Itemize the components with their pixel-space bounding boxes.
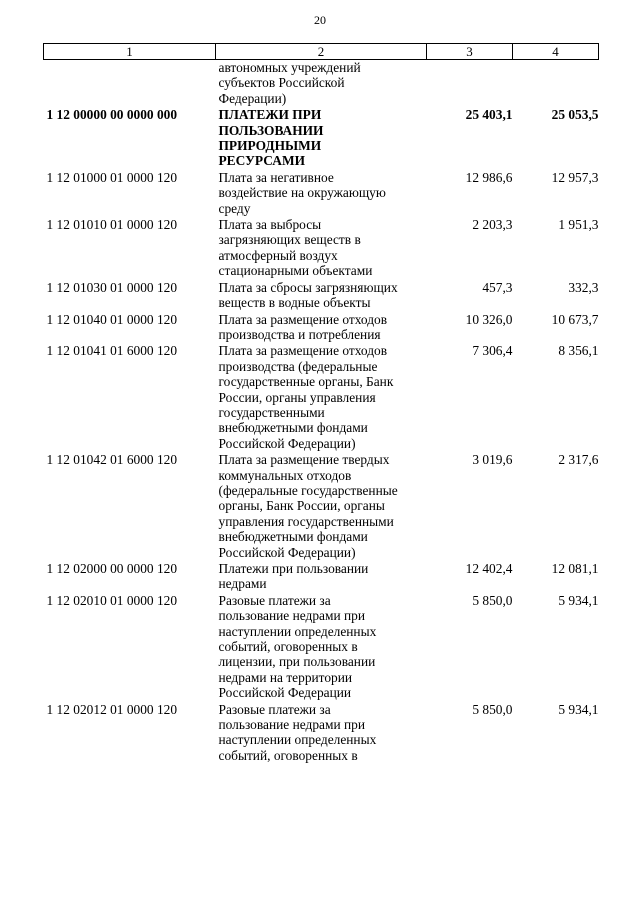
item-name-cell: Платежи при пользовании недрами: [218, 561, 369, 592]
item-name-cell: Плата за сбросы загрязняющих веществ в водные объекты: [218, 279, 398, 311]
budget-code-cell: 1 12 01041 01 6000 120: [46, 343, 178, 359]
value-col3-cell: 7 306,4: [472, 343, 513, 359]
table-row: [44, 312, 599, 344]
budget-code-cell: 1 12 02000 00 0000 120: [46, 561, 178, 576]
table-row: [44, 170, 599, 217]
budget-code-cell: [44, 60, 216, 108]
value-col4-cell: 12 957,3: [551, 169, 599, 185]
budget-code-cell: 1 12 01030 01 0000 120: [46, 279, 178, 295]
budget-code-cell: 1 12 01000 01 0000 120: [46, 169, 178, 185]
value-col4-cell: 5 934,1: [558, 592, 599, 608]
value-col3-cell: 457,3: [482, 279, 513, 295]
value-col3-cell: 5 850,0: [472, 701, 513, 717]
header-col-3: 3: [427, 44, 513, 60]
item-name-cell: Плата за выбросы загрязняющих веществ в атмосферный воздух стационарными объектами: [218, 217, 373, 279]
budget-table: [43, 43, 599, 764]
value-col3-cell: 12 986,6: [465, 169, 513, 185]
value-col3-cell: 5 850,0: [472, 592, 513, 608]
value-col4-cell: 332,3: [568, 279, 599, 295]
item-name-cell: ПЛАТЕЖИ ПРИ ПОЛЬЗОВАНИИ ПРИРОДНЫМИ РЕСУРСАМИ: [218, 107, 324, 169]
page-number: 20: [314, 13, 326, 27]
header-col-1: 1: [44, 44, 216, 60]
value-col4-cell: 10 673,7: [551, 311, 599, 327]
table-row: [44, 593, 599, 702]
header-row: [44, 44, 599, 60]
item-name-cell: Плата за негативное воздействие на окружающую среду: [218, 169, 386, 216]
value-col4-cell: [513, 60, 599, 108]
table-row: [44, 280, 599, 312]
table-row: [44, 702, 599, 765]
header-col-2: 2: [216, 44, 427, 60]
value-col3-cell: 3 019,6: [472, 452, 513, 468]
value-col4-cell: 2 317,6: [558, 452, 599, 468]
item-name-cell: Плата за размещение отходов производства и потребления: [218, 311, 388, 342]
item-name-cell: Плата за размещение твердых коммунальных отходов (федеральные государственные органы, Банк России, органы управления государственными внебюджетными фондами Российской Федерации): [218, 452, 398, 560]
budget-code-cell: 1 12 01010 01 0000 120: [46, 217, 178, 233]
value-col3-cell: [427, 60, 513, 108]
value-col4-cell: 8 356,1: [558, 343, 599, 359]
value-col3-cell: 12 402,4: [465, 561, 513, 576]
budget-code-cell: 1 12 02012 01 0000 120: [46, 701, 178, 717]
item-name-cell: Плата за размещение отходов производства (федеральные государственные органы, Банк России, органы управления государственными внебюджетными фондами Российской Федерации): [218, 343, 394, 451]
value-col4-cell: 12 081,1: [551, 561, 599, 576]
table-row: [44, 107, 599, 170]
budget-code-cell: 1 12 01042 01 6000 120: [46, 452, 178, 468]
item-name-cell: Разовые платежи за пользование недрами при наступлении определенных событий, оговоренных в лицензии, при пользовании недрами на территории Российской Федерации: [218, 592, 377, 701]
table-header: [44, 44, 599, 60]
table-body: [44, 60, 599, 765]
budget-code-cell: 1 12 02010 01 0000 120: [46, 592, 178, 608]
value-col4-cell: 1 951,3: [558, 217, 599, 233]
value-col3-cell: 10 326,0: [465, 311, 513, 327]
header-col-4: 4: [513, 44, 599, 60]
table-row: [44, 60, 599, 108]
table-row: [44, 217, 599, 280]
value-col3-cell: 2 203,3: [472, 217, 513, 233]
item-name-cell: Разовые платежи за пользование недрами при наступлении определенных событий, оговоренных в: [218, 701, 377, 763]
budget-code-cell: 1 12 01040 01 0000 120: [46, 311, 178, 327]
value-col3-cell: 25 403,1: [465, 107, 513, 123]
table-row: [44, 343, 599, 452]
table-row: [44, 561, 599, 593]
value-col4-cell: 25 053,5: [551, 107, 599, 123]
budget-code-cell: 1 12 00000 00 0000 000: [46, 107, 178, 123]
value-col4-cell: 5 934,1: [558, 701, 599, 717]
table-row: [44, 452, 599, 561]
item-name-cell: автономных учреждений субъектов Российской Федерации): [218, 60, 361, 106]
